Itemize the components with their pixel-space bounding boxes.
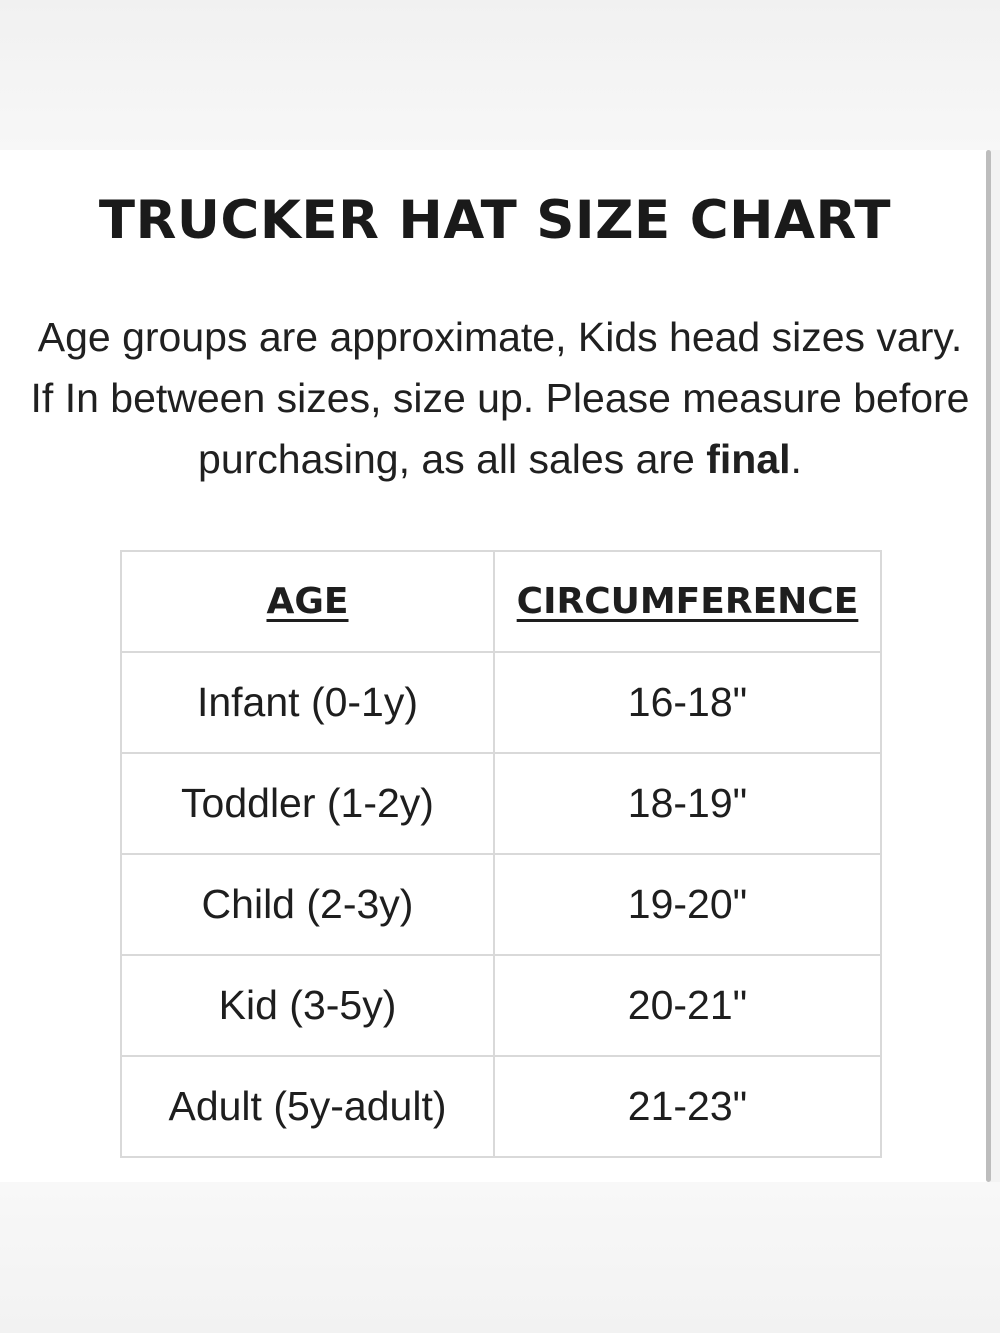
bottom-background [0,1182,1000,1333]
size-chart-card [0,150,990,1182]
sizing-note-emphasis: final [706,436,791,482]
top-background [0,0,1000,150]
table-row [121,854,881,955]
table-row [121,652,881,753]
header-age: AGE [121,551,494,652]
circumference-cell: 18-19" [494,753,881,854]
table-row [121,753,881,854]
age-cell: Adult (5y-adult) [121,1056,494,1157]
sizing-note-text: Age groups are approximate, Kids head sizes vary. If In between sizes, size up. Please measure before purchasing, as all sales are [30,314,970,482]
table-row [121,1056,881,1157]
scrollbar[interactable] [986,150,991,1182]
sizing-note-end: . [790,436,802,482]
table-header-row [121,551,881,652]
circumference-cell: 19-20" [494,854,881,955]
age-cell: Child (2-3y) [121,854,494,955]
table-row [121,955,881,1056]
circumference-cell: 21-23" [494,1056,881,1157]
sizing-note [30,307,970,490]
size-table [120,550,882,1158]
age-cell: Infant (0-1y) [121,652,494,753]
age-cell: Toddler (1-2y) [121,753,494,854]
header-circumference: CIRCUMFERENCE [494,551,881,652]
circumference-cell: 16-18" [494,652,881,753]
page-title: TRUCKER HAT SIZE CHART [98,190,892,251]
circumference-cell: 20-21" [494,955,881,1056]
age-cell: Kid (3-5y) [121,955,494,1056]
